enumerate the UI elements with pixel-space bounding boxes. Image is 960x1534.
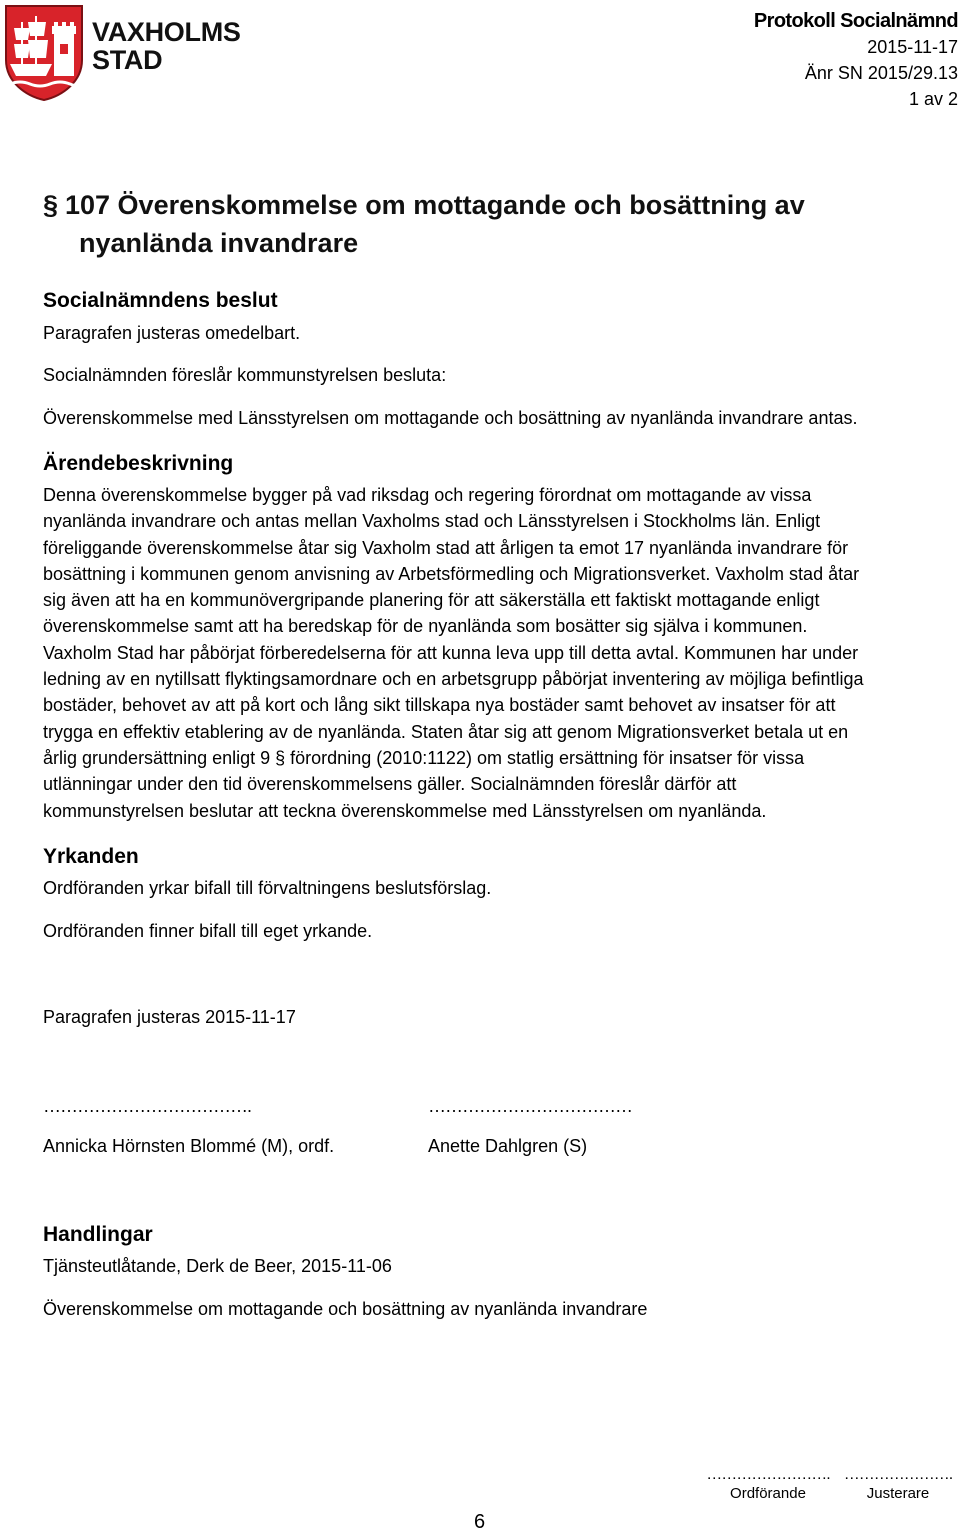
description-line: överenskommelse samt att ha beredskap för de nyanlända som bosätter sig själva i kommunen. xyxy=(43,616,808,637)
claims-line-1: Ordföranden yrkar bifall till förvaltningens beslutsförslag. xyxy=(43,878,492,898)
adjuster-initials-line: …………………. xyxy=(843,1466,953,1483)
section-title-text: 107 Överenskommelse om mottagande och bosättning av xyxy=(65,190,805,220)
section-title-line-2: nyanlända invandrare xyxy=(79,228,359,258)
case-number: Änr SN 2015/29.13 xyxy=(804,63,958,83)
paragraph-sign: § xyxy=(43,190,59,220)
document-header xyxy=(754,8,958,112)
description-line: ledning av en nytillsatt flyktingsamordnare och en arbetsgrupp påbörjat inventering av möjliga befintliga xyxy=(43,669,864,690)
adjuster-initials-box xyxy=(838,1466,958,1504)
document-date: 2015-11-17 xyxy=(867,37,958,57)
brand-name xyxy=(92,18,241,74)
signature-line-right: ……………………………… xyxy=(428,1096,632,1116)
adjustment-text: Paragrafen justeras 2015-11-17 xyxy=(43,1007,296,1027)
chair-label: Ordförande xyxy=(730,1485,806,1502)
documents-line-2: Överenskommelse om mottagande och bosättning av nyanlända invandrare xyxy=(43,1299,648,1319)
description-heading: Ärendebeskrivning xyxy=(43,452,234,475)
description-line: trygga en effektiv etablering av de nyanlända. Staten åtar sig att genom Migrationsverket betala ut en xyxy=(43,721,849,742)
description-body xyxy=(43,482,960,824)
description-line: bostäder, behovet av att på kort och lång sikt tillskapa nya bostäder samt behovet av insatser för att xyxy=(43,695,836,716)
chair-initials-box xyxy=(706,1466,830,1504)
documents-line-1: Tjänsteutlåtande, Derk de Beer, 2015-11-06 xyxy=(43,1256,392,1276)
brand-line-2: STAD xyxy=(92,45,163,75)
section-title xyxy=(43,186,960,262)
decision-heading: Socialnämndens beslut xyxy=(43,289,278,312)
decision-line-1: Paragrafen justeras omedelbart. xyxy=(43,323,301,343)
section-title-line-1 xyxy=(43,186,960,224)
claims-heading: Yrkanden xyxy=(43,845,139,868)
description-line: Denna överenskommelse bygger på vad riksdag och regering förordnat om mottagande av vissa xyxy=(43,485,812,505)
page-count: 1 av 2 xyxy=(908,89,958,109)
adjuster-label: Justerare xyxy=(866,1485,930,1502)
decision-line-3: Överenskommelse med Länsstyrelsen om mottagande och bosättning av nyanlända invandrare antas. xyxy=(43,408,858,428)
description-line: utlänningar under den tid överenskommelsens gäller. Socialnämnden föreslår därför att xyxy=(43,774,737,795)
signatory-chair: Annicka Hörnsten Blommé (M), ordf. xyxy=(43,1136,335,1156)
description-line: sig även att ha en kommunövergripande planering för att säkerställa ett faktiskt mottagande enligt xyxy=(43,590,820,611)
signature-line-left: ………………………………. xyxy=(43,1096,252,1116)
vaxholm-coat-of-arms-icon xyxy=(2,2,86,102)
documents-heading: Handlingar xyxy=(43,1223,153,1246)
description-line: föreliggande överenskommelse åtar sig Vaxholm stad att årligen ta emot 17 nyanlända invandrare för xyxy=(43,537,849,558)
claims-line-2: Ordföranden finner bifall till eget yrkande. xyxy=(43,921,373,941)
description-line: årlig grundersättning enligt 9 § förordning (2010:1122) om statlig ersättning för insatser för vissa xyxy=(43,747,805,768)
document-title: Protokoll Socialnämnd xyxy=(753,10,958,32)
signatory-adjuster: Anette Dahlgren (S) xyxy=(428,1136,588,1156)
decision-line-2: Socialnämnden föreslår kommunstyrelsen besluta: xyxy=(43,365,447,385)
chair-initials-line: ……………………. xyxy=(706,1466,830,1483)
description-line: bosättning i kommunen genom anvisning av Arbetsförmedling och Migrationsverket. Vaxholm stad åtar xyxy=(43,563,860,584)
description-line: Vaxholm Stad har påbörjat förberedelserna för att kunna leva upp till detta avtal. Kommunen har under xyxy=(43,642,859,663)
description-line: nyanlända invandrare och antas mellan Vaxholms stad och Länsstyrelsen i Stockholms län. Enligt xyxy=(43,511,821,532)
brand-line-1: VAXHOLMS xyxy=(92,17,241,47)
page-number: 6 xyxy=(474,1511,486,1533)
description-line: kommunstyrelsen beslutar att teckna överenskommelse med Länsstyrelsen om nyanlända. xyxy=(43,800,767,821)
